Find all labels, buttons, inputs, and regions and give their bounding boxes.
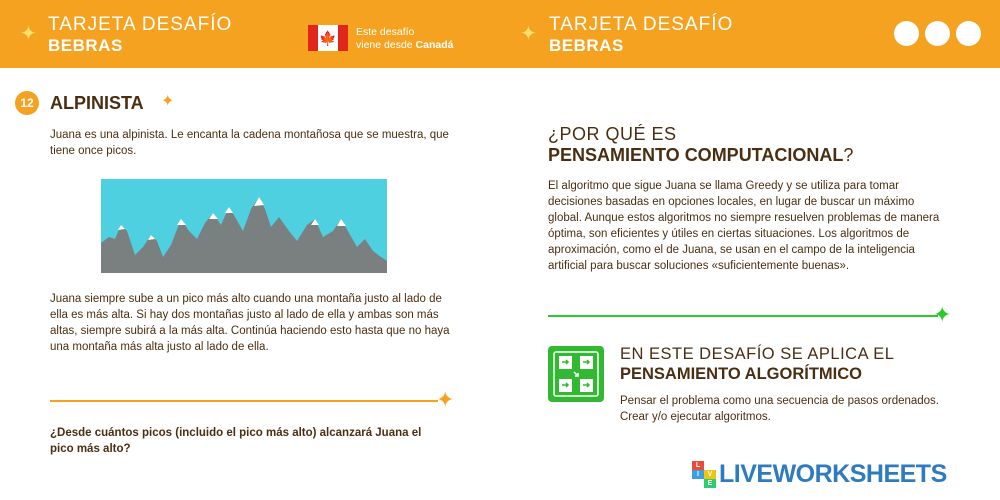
canada-flag-icon: 🍁 [308, 25, 348, 51]
applies-heading-line1: EN ESTE DESAFÍO SE APLICA EL [620, 345, 895, 363]
why-heading-line1: ¿POR QUÉ ES [548, 124, 677, 144]
why-heading-line2: PENSAMIENTO COMPUTACIONAL? [548, 145, 854, 165]
header-title-right: TARJETA DESAFÍO [549, 14, 734, 35]
sparkle-icon: ✦ [520, 23, 537, 45]
rules-paragraph: Juana siempre sube a un pico más alto cuando una montaña justo al lado de ella es más alta. Si hay dos montañas justo al lado de ella y ambas son más altas, siempre subirá a la más alta. Continúa haciendo esto hasta que no haya una montaña más alta justo al lado de ella. [50, 293, 450, 353]
dot [925, 21, 950, 46]
applies-paragraph: Pensar el problema como una secuencia de pasos ordenados. Crear y/o ejecutar algoritmos. [620, 395, 940, 423]
origin-country: Canadá [415, 39, 454, 51]
dot [956, 21, 981, 46]
intro-paragraph: Juana es una alpinista. Le encanta la cadena montañosa que se muestra, que tiene once picos. [50, 129, 449, 157]
header-subtitle-left: BEBRAS [48, 36, 123, 55]
challenge-number: 12 [15, 91, 39, 115]
sparkle-icon: ✦ [436, 387, 455, 412]
divider-line [548, 315, 938, 317]
challenge-title: ALPINISTA [50, 93, 144, 113]
challenge-question: ¿Desde cuántos picos (incluido el pico más alto) alcanzará Juana el pico más alto? [50, 427, 422, 455]
page-dots [894, 21, 981, 46]
liveworksheets-badge-icon: L I V E [692, 461, 716, 488]
why-paragraph: El algoritmo que sigue Juana se llama Greedy y se utiliza para tomar decisiones basadas en opciones locales, en lugar de buscar un máximo global. Aunque estos algoritmos no siempre resuelven problemas de manera óptima, son eficientes y útiles en ciertas situaciones. Los algoritmos de aproximación, como el de Juana, se usan en el campo de la inteligencia artificial para buscar soluciones «suficientemente buenas». [548, 180, 940, 272]
header-banner [0, 0, 1000, 68]
liveworksheets-logo[interactable] [692, 461, 947, 488]
applies-heading-line2: PENSAMIENTO ALGORÍTMICO [620, 365, 863, 383]
challenge-origin: Este desafío viene desde Canadá [356, 26, 454, 51]
sparkle-icon: ✦ [933, 302, 952, 327]
header-title-left: TARJETA DESAFÍO [48, 14, 233, 35]
liveworksheets-wordmark: LIVEWORKSHEETS [719, 460, 947, 488]
algorithm-icon [548, 346, 604, 402]
sparkle-icon: ✦ [20, 23, 37, 45]
sparkle-icon: ✦ [161, 93, 175, 110]
divider-line [50, 400, 438, 402]
mountain-range-illustration [101, 179, 387, 273]
dot [894, 21, 919, 46]
header-subtitle-right: BEBRAS [549, 36, 624, 55]
